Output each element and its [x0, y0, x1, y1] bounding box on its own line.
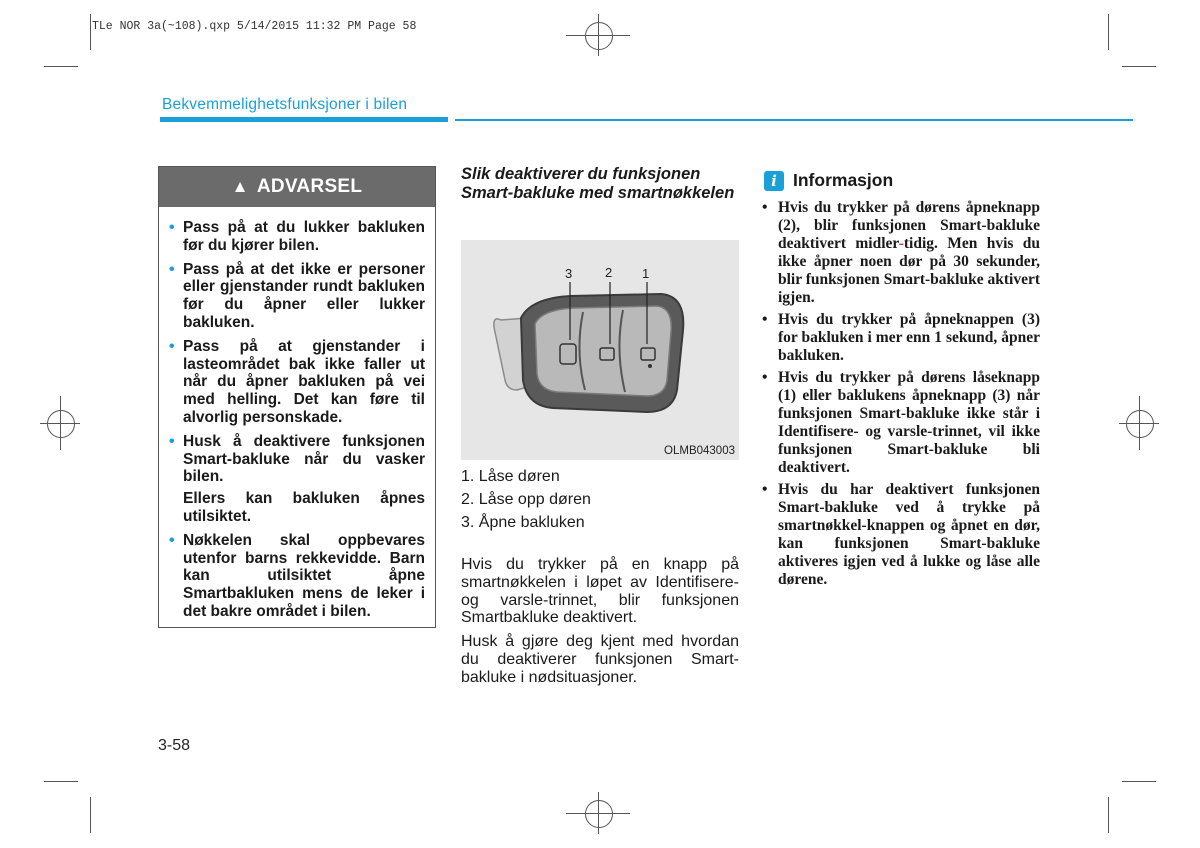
info-icon: i	[764, 171, 784, 191]
step-item: 3. Åpne bakluken	[461, 514, 585, 531]
paragraph: Hvis du trykker på en knapp på smartnøkkelen i løpet av Identifisere- og varsle-trinnet, blir funksjonen Smartbakluke deaktivert.	[461, 556, 739, 627]
smart-key-figure	[461, 240, 739, 460]
warning-list	[159, 207, 435, 621]
smart-key-illustration	[461, 240, 739, 460]
warning-header	[159, 167, 435, 207]
info-title: Informasjon	[793, 170, 894, 190]
page-number: 3-58	[158, 737, 191, 754]
warning-item: • Pass på at du lukker bakluken før du kjører bilen.	[169, 219, 425, 255]
warning-item-continuation: Ellers kan bakluken åpnes utilsiktet.	[183, 490, 425, 525]
step-item: 2. Låse opp døren	[461, 491, 591, 508]
figure-label-3: 3	[565, 266, 573, 281]
info-list	[762, 199, 1040, 593]
info-item: • Hvis du trykker på dørens åpneknapp (2), blir funksjonen Smart-bakluke deaktivert midler-tidig. Men hvis du ikke åpner noen dør på 30 sekunder, blir funksjonen Smart-bakluke aktivert igjen.	[762, 199, 1040, 307]
info-item: • Hvis du har deaktivert funksjonen Smart-bakluke ved å trykke på smartnøkkel-knappen og åpnet en dør, kan funksjonen Smart-bakluke aktiveres igjen ved å lukke og låse alle dørene.	[762, 481, 1040, 589]
paragraph: Husk å gjøre deg kjent med hvordan du deaktiverer funksjonen Smart-bakluke i nødsituasjoner.	[461, 633, 739, 686]
info-header	[764, 170, 893, 191]
info-item: • Hvis du trykker på åpneknappen (3) for bakluken i mer enn 1 sekund, åpner bakluken.	[762, 311, 1040, 365]
figure-code: OLMB043003	[664, 445, 735, 457]
warning-item: • Nøkkelen skal oppbevares utenfor barns rekkevidde. Barn kan utilsiktet åpne Smartbakluken mens de leker i det bakre området i bilen.	[169, 532, 425, 621]
figure-label-2: 2	[605, 265, 613, 280]
warning-box	[158, 166, 436, 628]
warning-triangle-icon: ▲	[231, 177, 249, 196]
figure-label-1: 1	[642, 266, 650, 281]
section-title: Bekvemmelighetsfunksjoner i bilen	[162, 96, 408, 113]
section-header-bar	[160, 117, 448, 122]
step-list	[461, 465, 591, 534]
warning-item: • Husk å deaktivere funksjonen Smart-bakluke når du vasker bilen.	[169, 433, 425, 486]
step-item: 1. Låse døren	[461, 468, 560, 485]
print-header: TLe NOR 3a(~108).qxp 5/14/2015 11:32 PM Page 58	[92, 20, 417, 33]
section-header-rule	[455, 119, 1133, 121]
warning-item: • Pass på at det ikke er personer eller gjenstander rundt bakluken før du åpner eller lukker bakluken.	[169, 261, 425, 332]
subsection-title: Slik deaktiverer du funksjonen Smart-bakluke med smartnøkkelen	[461, 165, 735, 202]
warning-item: • Pass på at gjenstander i lasteområdet bak ikke faller ut når du åpner bakluken på vei med helling. Det kan føre til alvorlig personskade.	[169, 338, 425, 427]
warning-title: ADVARSEL	[256, 176, 363, 197]
info-item: • Hvis du trykker på dørens låseknapp (1) eller baklukens åpneknapp (3) når funksjonen Smart-bakluke ikke står i Identifisere- og varsle-trinnet, vil ikke funksjonen Smart-bakluke bli deaktivert.	[762, 369, 1040, 477]
